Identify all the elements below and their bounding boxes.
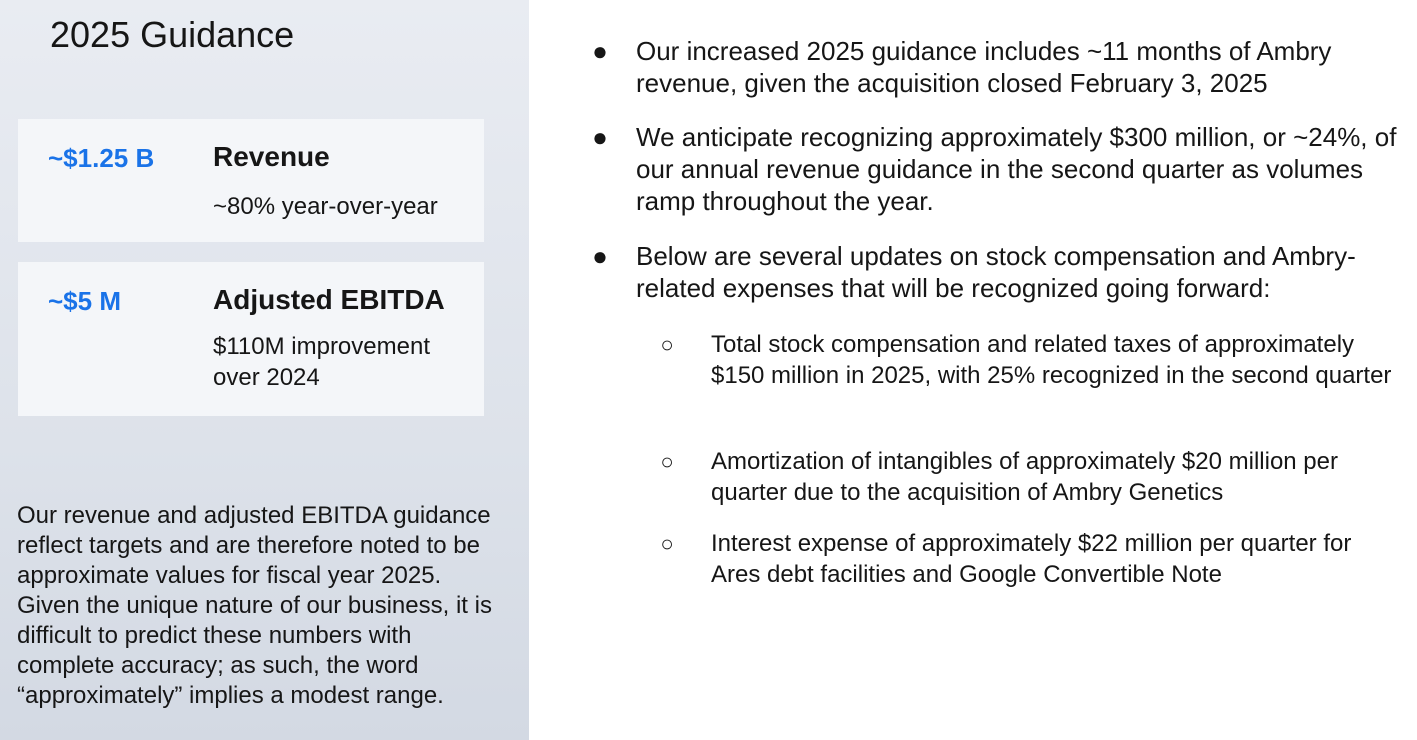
sub-bullet-text: Total stock compensation and related taxes of approximately $150 million in 2025, with 25% recognized in the second quarter bbox=[711, 331, 1392, 389]
revenue-label: Revenue bbox=[213, 141, 330, 172]
disclaimer-text: Our revenue and adjusted EBITDA guidance reflect targets and are therefore noted to be approximate values for fiscal year 2025. Given the unique nature of our business, it is difficult to predict these numbers with complete accuracy; as such, the word “approximately” implies a modest range. bbox=[17, 502, 492, 709]
revenue-card bbox=[18, 119, 484, 242]
bullet-item bbox=[592, 121, 1406, 217]
sub-bullet-circle-icon: ○ bbox=[660, 449, 674, 474]
bullet-text: Our increased 2025 guidance includes ~11 months of Ambry revenue, given the acquisition closed February 3, 2025 bbox=[636, 36, 1332, 98]
ebitda-label: Adjusted EBITDA bbox=[213, 284, 445, 315]
bullet-dot-icon: ● bbox=[592, 122, 608, 152]
sub-bullet-circle-icon: ○ bbox=[660, 531, 674, 556]
bullet-dot-icon: ● bbox=[592, 241, 608, 271]
bullet-item bbox=[592, 240, 1406, 304]
sub-bullet-text: Interest expense of approximately $22 million per quarter for Ares debt facilities and Google Convertible Note bbox=[711, 530, 1352, 588]
revenue-metric: ~$1.25 B bbox=[48, 143, 155, 173]
sub-bullet-item bbox=[660, 329, 1406, 391]
bullet-text: We anticipate recognizing approximately $300 million, or ~24%, of our annual revenue guidance in the second quarter as volumes ramp throughout the year. bbox=[636, 122, 1397, 216]
bullet-item bbox=[592, 35, 1406, 99]
sub-bullet-item bbox=[660, 528, 1406, 590]
sub-bullet-circle-icon: ○ bbox=[660, 332, 674, 357]
revenue-subtext: ~80% year-over-year bbox=[213, 193, 438, 220]
bullet-text: Below are several updates on stock compensation and Ambry-related expenses that will be recognized going forward: bbox=[636, 241, 1356, 303]
sub-bullet-text: Amortization of intangibles of approximately $20 million per quarter due to the acquisition of Ambry Genetics bbox=[711, 448, 1338, 506]
sub-bullet-item bbox=[660, 446, 1406, 508]
page-title: 2025 Guidance bbox=[50, 14, 295, 55]
ebitda-card bbox=[18, 262, 484, 416]
ebitda-metric: ~$5 M bbox=[48, 286, 121, 316]
bullet-dot-icon: ● bbox=[592, 36, 608, 66]
guidance-panel bbox=[0, 0, 529, 740]
ebitda-subtext: $110M improvement over 2024 bbox=[213, 333, 430, 391]
